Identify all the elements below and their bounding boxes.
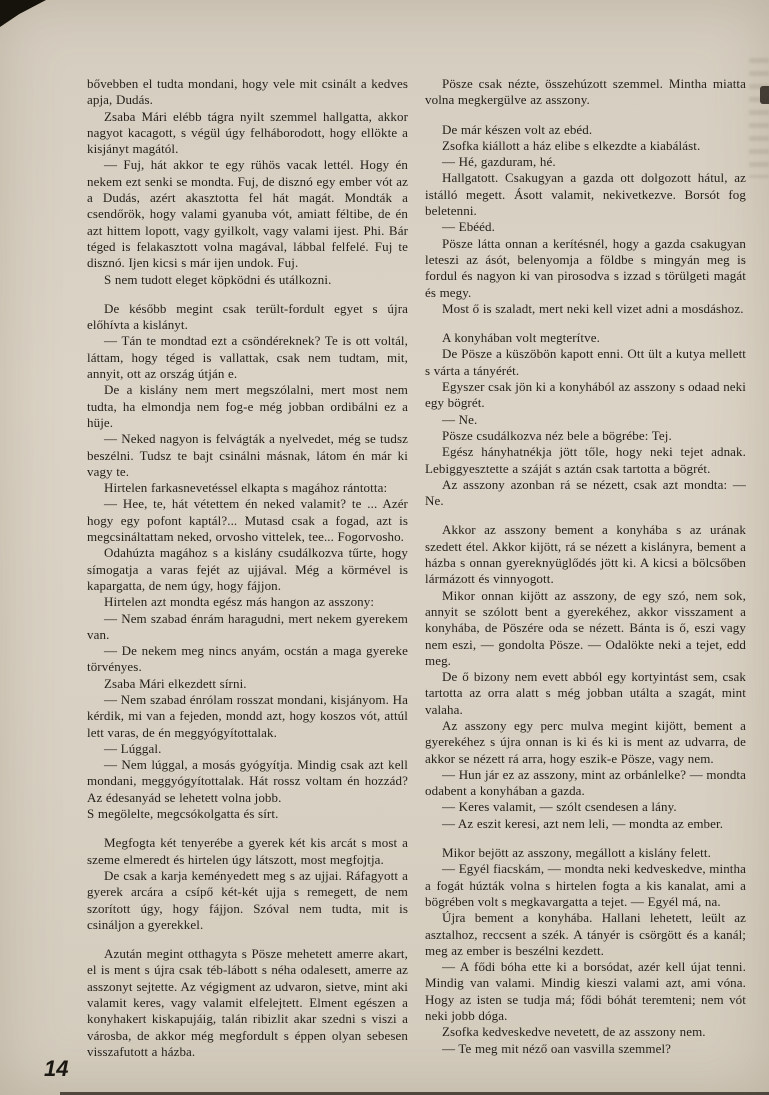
paragraph: Pösze látta onnan a kerítésnél, hogy a gazda csakugyan leteszi az ásót, belenyomja a földbe s mingyán meg is fordul és nagyon ki van pirosodva s izzad s törülgeti magát és megy. [425,235,746,300]
paragraph: Zsaba Mári elébb tágra nyilt szemmel hallgatta, akkor nagyot kacagott, s végül úgy felháborodott, hogy ellökte a kisjányt magától. [87,108,408,157]
paragraph: Odahúzta magához s a kislány csudálkozva tűrte, hogy símogatja a varas fejét az ujjával. Még a körmével is kapargatta, de nem úgy, hogy fájjon. [87,545,408,593]
paragraph: Az asszony egy perc mulva megint kijött, bement a gyerekéhez s újra onnan is ki és ki is ment az udvarra, de akkor se nézett rá arra, hogy eszik-e Pösze, vagy nem. [425,717,746,766]
paragraph: — Neked nagyon is felvágták a nyelvedet, még se tudsz beszélni. Tudsz te bajt csinálni másnak, látom én már ki vagy te. [87,431,408,479]
paragraph: — Hun jár ez az asszony, mint az orbánlelke? — mondta odabent a konyhában a gazda. [425,766,746,799]
right-edge-smudge [749,58,769,178]
paragraph: De már készen volt az ebéd. [442,121,593,137]
paragraph: Zsaba Mári elkezdett sírni. [104,675,247,691]
paragraph: Egyszer csak jön ki a konyhából az asszony s odaad neki egy bögrét. [425,379,746,411]
paragraph: Akkor az asszony bement a konyhába s az urának szedett étel. Akkor kijött, rá se nézett a kislányra, bement a házba s onnan gyereknyüglődés jött ki. A kicsi a bölcsőben lármázott és vinnyogott. [425,522,746,587]
paragraph: Most ő is szaladt, mert neki kell vizet adni a mosdáshoz. [442,300,744,316]
right-column [425,76,746,1060]
paragraph: — Ebééd. [442,219,495,235]
paragraph: — Nem szabad énrólam rosszat mondani, kisjányom. Ha kérdik, mi van a fejeden, mondd azt, hogy koszos vót, attúl lett varas, de én meggyógyítottalak. [87,691,408,740]
paragraph: — Az eszit keresi, azt nem leli, — mondta az ember. [442,815,724,831]
paragraph: — Egyél fiacskám, — mondta neki kedveskedve, mintha a fogát húzták volna s hirtelen fogta a kis kanalat, ami a bögrében volt s megkavargatta a tejet. — Egyél má, na. [425,861,746,909]
paragraph: Pösze csak nézte, összehúzott szemmel. Mintha miatta volna megkergülve az asszony. [425,76,746,108]
paragraph: Hallgatott. Csakugyan a gazda ott dolgozott hátul, az istálló megett. Ásott valamit, nekivetkezve. Borsót fog beletenni. [425,170,746,219]
paragraph: Zsofka kedveskedve nevetett, de az asszony nem. [442,1024,706,1040]
paragraph: bővebben el tudta mondani, hogy vele mit csinált a kedves apja, Dudás. [87,76,408,108]
paragraph: Megfogta két tenyerébe a gyerek két kis arcát s most a szeme elmeredt és hirtelen úgy látszott, most megfojtja. [87,835,408,867]
paragraph: — Hé, gazduram, hé. [442,154,556,170]
paragraph: Pösze csudálkozva néz bele a bögrébe: Tej. [442,427,672,443]
paragraph: De Pösze a küszöbön kapott enni. Ott ült a kutya mellett s várta a tányérét. [425,346,746,378]
text-columns [87,76,746,1060]
paragraph: S nem tudott eleget köpködni és utálkozni. [104,271,332,287]
paragraph: Egész hányhatnékja jött tőle, hogy neki tejet adnak. Lebiggyesztette a száját s aztán csak tartotta a bögrét. [425,444,746,476]
paragraph: De csak a karja keményedett meg s az ujjai. Ráfagyott a gyerek arcára a csípő két-két ujja s remegett, de nem szorított úgy, hogy fájjon. Szóval nem tudta, mit is csináljon a gyerekkel. [87,867,408,932]
paragraph: — Nem lúggal, a mosás gyógyítja. Mindig csak azt kell mondani, meggyógyítottalak. Hát rossz voltam én hozzád? Az édesanyád se lehetett volna jobb. [87,757,408,805]
page-number: 14 [44,1056,69,1081]
paragraph: Mikor bejött az asszony, megállott a kislány felett. [442,845,711,861]
paragraph: — Tán te mondtad ezt a csöndéreknek? Te is ott voltál, láttam, hogy téged is vallattak, csak nem tudtam, mit, annyit, ott az ország útján e. [87,333,408,382]
paragraph: — Lúggal. [104,740,162,756]
paragraph: — De nekem meg nincs anyám, ocstán a maga gyereke törvényes. [87,643,408,675]
ink-blob-top-left [0,0,46,27]
left-column [87,76,408,1060]
paragraph: — Hee, te, hát vétettem én neked valamit? te ... Azér hogy egy pofont kaptál?... Mutasd csak a fogad, azt is megcsináltattam neked, orvosho vittelek, tee... Fogorvosho. [87,496,408,545]
paragraph: De a kislány nem mert megszólalni, mert most nem tudta, ha elmondja nem fog-e még jobban ordibálni ez a hüje. [87,382,408,430]
paragraph: Hirtelen farkasnevetéssel elkapta s magához rántotta: [104,480,388,496]
paragraph: Hirtelen azt mondta egész más hangon az asszony: [104,594,375,610]
paragraph: Újra bement a konyhába. Hallani lehetett, leült az asztalhoz, reccsent a szék. A tányér is csörgött és a kanál; meg az ember is beszélni kezdett. [425,910,746,958]
paragraph: — Keres valamit, — szólt csendesen a lány. [442,799,677,815]
paragraph: A konyhában volt megterítve. [442,330,600,346]
paragraph: De később megint csak terült-fordult egyet s újra előhívta a kislányt. [87,300,408,333]
paragraph: — Ne. [442,411,478,427]
paragraph: — A fődi bóha ette ki a borsódat, azér kell újat tenni. Mindig van valami. Mindig kieszi valami azt, ami vóna. Hogy az isten se tudja má; fődi bóhát teremteni; nem vót neki jobb dóga. [425,959,746,1024]
paragraph: — Nem szabad énrám haragudni, mert nekem gyerekem van. [87,610,408,642]
paragraph: Az asszony azonban rá se nézett, csak azt mondta: — Ne. [425,476,746,509]
paragraph: — Fuj, hát akkor te egy rühös vacak lettél. Hogy én nekem ezt senki se mondta. Fuj, de disznó egy ember vót az a Dudás, azért akasztotta fel hát magát. Mondták a csendőrök, hogy valami gyanuba vót, amiatt féltibe, de én azt hittem lopott, vagy gyilkolt, vagy valami ijest. Phi. Bár téged is felakasztott volna magával, lábbal felfelé. Fuj te disznó. Ijen kicsi s már ijen undok. Fuj. [87,157,408,271]
paragraph: Zsofka kiállott a ház elibe s elkezdte a kiabálást. [442,137,701,153]
paragraph: De ő bizony nem evett abból egy kortyintást sem, csak tartotta az orra alatt s még jobban utálta a szagát, mint valaha. [425,669,746,717]
right-edge-mark [760,86,769,104]
paragraph: Mikor onnan kijött az asszony, de egy szó, nem sok, annyit se szólott bent a gyerekéhez, akkor visszament a konyhába, de Pöszére oda se nézett. Bánta is ő, eszi vagy nem eszi, — gondolta Pösze. — Odalökte neki a tejet, edd meg. [425,587,746,668]
paragraph: S megölelte, megcsókolgatta és sírt. [87,806,279,822]
paragraph: Azután megint otthagyta s Pösze mehetett amerre akart, el is ment s újra csak téb-lábott s néha odalesett, amerre az asszonyt sejtette. Az végigment az udvaron, sietve, mint aki valamit keres, vagy valamit elfelejtett. Elment egészen a konyhakert kiskapujáig, talán ribizlit akar szedni s viszi a városba, de akkor még megfordult s éppen olyan sebesen visszafutott a házba. [87,946,408,1059]
paragraph: — Te meg mit néző oan vasvilla szemmel? [442,1040,672,1056]
